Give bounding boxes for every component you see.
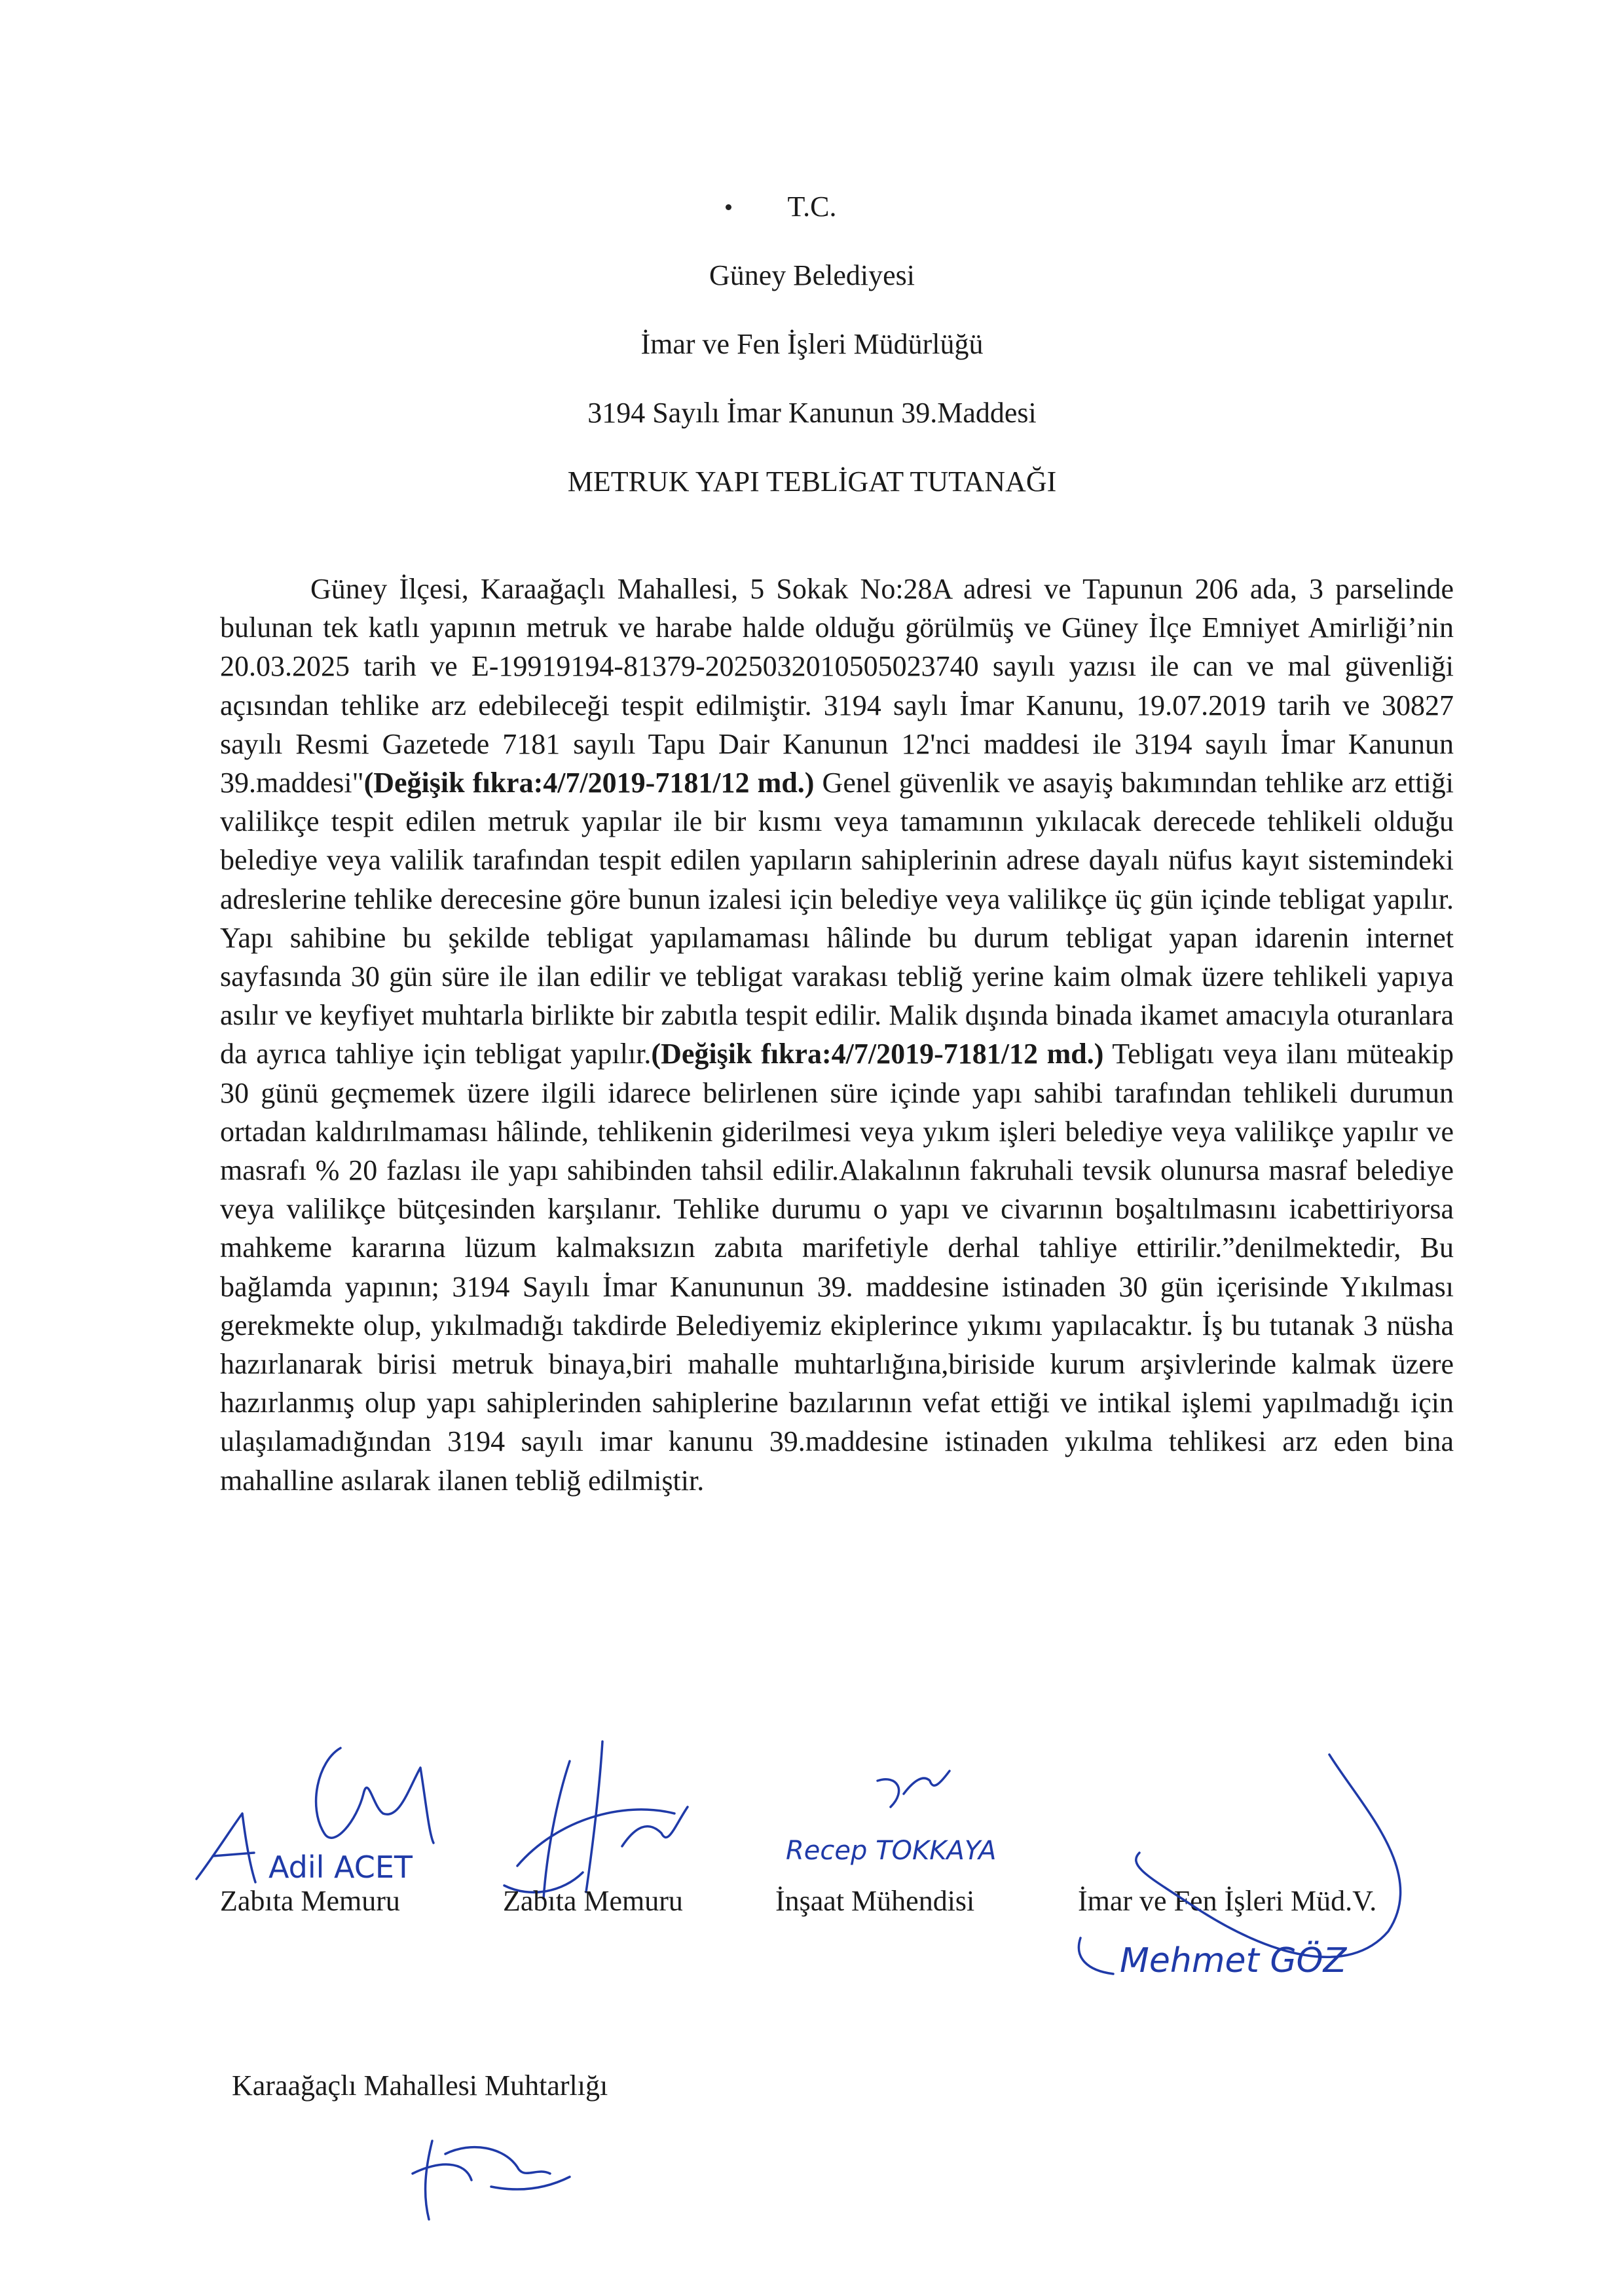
stray-dot	[726, 204, 731, 210]
header-line-tc	[0, 190, 1624, 224]
body-bold-amendment-1: (Değişik fıkra:4/7/2019-7181/12 md.)	[363, 767, 815, 799]
header-directorate: İmar ve Fen İşleri Müdürlüğü	[640, 328, 984, 360]
signature-1	[177, 1722, 517, 1899]
signature-1-handwriting: Adil ACET	[268, 1850, 413, 1885]
header-tc-text: T.C.	[787, 191, 837, 223]
signature-1-role: Zabıta Memuru	[220, 1885, 400, 1917]
body-bold-amendment-2: (Değişik fıkra:4/7/2019-7181/12 md.)	[651, 1038, 1104, 1070]
body-text-part-2: Genel güvenlik ve asayiş bakımından tehlike arz ettiği valilikçe tespit edilen metruk yapılar ile bir kısmı veya tamamının yıkılacak derecede tehlikeli olduğu belediye veya valilik tarafından tespit edilen yapıların sahiplerinin adrese dayalı nüfus kayıt sistemindeki adreslerine tehlike derecesine göre bunun izalesi için belediye veya valilikçe üç gün içinde tebligat yapılır. Yapı sahibine bu şekilde tebligat yapılamaması hâlinde bu durum tebligat yapan idarenin internet sayfasında 30 gün süre ile ilan edilir ve tebligat varakası tebliğ yerine kaim olmak üzere tehlikeli yapıya asılır ve keyfiyet muhtarla birlikte bir zabıtla tespit edilir. Malik dışında binada ikamet amacıyla oturanlara da ayrıca tahliye için tebligat yapılır.	[220, 767, 1454, 1070]
signature-3	[773, 1761, 1061, 1886]
body-text-part-1: Güney İlçesi, Karaağaçlı Mahallesi, 5 Sokak No:28A adresi ve Tapunun 206 ada, 3 parselinde bulunan tek katlı yapının metruk ve harabe halde olduğu görülmüş ve Güney İlçe Emniyet Amirliği’nin 20.03.2025 tarih ve E-19919194-81379-2025032010505023740 sayılı yazısı ile can ve mal güvenliği açısından tehlike arz edebileceği tespit edilmiştir. 3194 saylı İmar Kanunu, 19.07.2019 tarih ve 30827 sayılı Resmi Gazetede 7181 sayılı Tapu Dair Kanunun 12'nci maddesi ile 3194 sayılı İmar Kanunun 39.maddesi"	[220, 573, 1454, 799]
signature-2-role: Zabıta Memuru	[503, 1885, 683, 1917]
signature-4-role: İmar ve Fen İşleri Müd.V.	[1078, 1885, 1377, 1917]
signature-5-role: Karaağaçlı Mahallesi Muhtarlığı	[232, 2069, 608, 2102]
signature-4	[1022, 1741, 1545, 2003]
signature-2	[478, 1722, 727, 1912]
signature-5	[393, 2115, 589, 2226]
header-municipality: Güney Belediyesi	[709, 259, 915, 291]
signature-4-handwriting: Mehmet GÖZ	[1120, 1941, 1347, 1980]
body-text-part-3: Tebligatı veya ilanı müteakip 30 günü geçmemek üzere ilgili idarece belirlenen süre içinde yapı sahibi tarafından tehlikeli durumun ortadan kaldırılmaması hâlinde, tehlikenin giderilmesi veya yıkım işleri belediye veya valilikçe yapılır ve masrafı % 20 fazlası ile yapı sahibinden tahsil edilir.Alakalının fakruhali tevsik olunursa masraf belediye veya valilikçe bütçesinden karşılanır. Tehlike durumu o yapı ve civarının boşaltılmasını icabettiriyorsa mahkeme kararına lüzum kalmaksızın zabıta marifetiyle derhal tahliye ettirilir.”denilmektedir, Bu bağlamda yapının; 3194 Sayılı İmar Kanununun 39. maddesine istinaden 30 gün içerisinde Yıkılması gerekmekte olup, yıkılmadığı takdirde Belediyemiz ekiplerince yıkımı yapılacaktır. İş bu tutanak 3 nüsha hazırlanarak birisi metruk binaya,biri mahalle muhtarlığına,biriside kurum arşivlerinde kalmak üzere hazırlanmış olup yapı sahiplerinden sahiplerine bazılarının vefat ettiği ve intikal işlemi yapılmadığı için ulaşılamadığından 3194 sayılı imar kanunu 39.maddesine istinaden yıkılma tehlikesi arz eden bina mahalline asılarak ilanen tebliğ edilmiştir.	[220, 1038, 1454, 1497]
header-law-article: 3194 Sayılı İmar Kanunun 39.Maddesi	[587, 397, 1037, 429]
signature-3-role: İnşaat Mühendisi	[775, 1885, 975, 1917]
body-paragraph	[220, 570, 1454, 1500]
document-title: METRUK YAPI TEBLİGAT TUTANAĞI	[567, 465, 1057, 498]
document-header	[0, 190, 1624, 534]
signature-3-handwriting: Recep TOKKAYA	[786, 1836, 997, 1866]
